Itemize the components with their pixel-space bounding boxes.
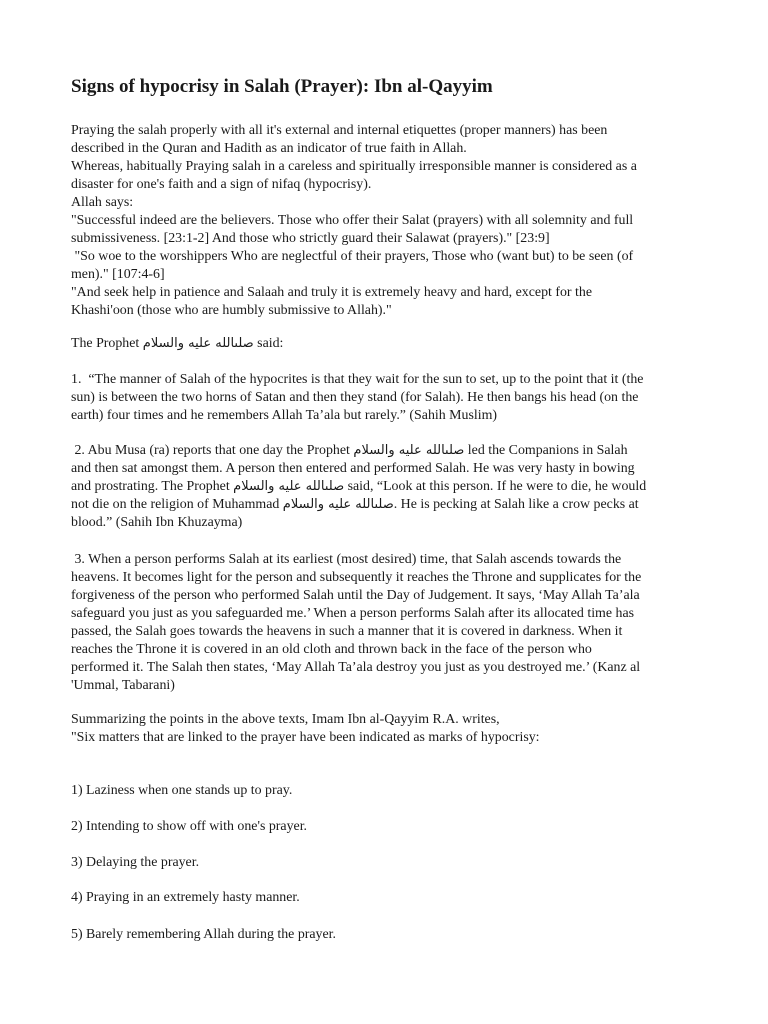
text-line: safeguard you just as you safeguarded me.’ When a person performs Salah after its allocated time has	[71, 606, 635, 621]
intro-paragraph	[71, 122, 701, 320]
document-title: Signs of hypocrisy in Salah (Prayer): Ibn al-Qayyim	[71, 76, 493, 97]
text-line: submissiveness. [23:1-2] And those who strictly guard their Salawat (prayers)." [23:9]	[71, 231, 550, 246]
hypocrisy-mark-4: 4) Praying in an extremely hasty manner.	[71, 890, 300, 905]
hadith-2-line-4-after: . He is pecking at Salah like a crow pecks at	[393, 497, 639, 512]
text-line: and then sat amongst them. A person then entered and performed Salah. He was very hasty in bowing	[71, 461, 635, 476]
text-line: reaches the Throne it is covered in an old cloth and thrown back in the face of the person who	[71, 642, 592, 657]
text-line: disaster for one's faith and a sign of nifaq (hypocrisy).	[71, 177, 372, 192]
text-line: Allah says:	[71, 195, 134, 210]
text-line: described in the Quran and Hadith as an indicator of true faith in Allah.	[71, 141, 467, 156]
hadith-2-line-1-before: 2. Abu Musa (ra) reports that one day the Prophet	[71, 443, 354, 458]
hadith-1	[71, 371, 701, 425]
text-line: 'Ummal, Tabarani)	[71, 678, 175, 693]
text-line: forgiveness of the person who performed Salah until the Day of Judgement. It says, ‘May Allah Ta’ala	[71, 588, 640, 603]
hadith-2	[71, 442, 701, 532]
text-line: "Successful indeed are the believers. Those who offer their Salat (prayers) with all solemnity and full	[71, 213, 634, 228]
text-line: sun) is between the two horns of Satan and then they stand (for Salah). He then bangs his head (on the	[71, 390, 639, 405]
text-line: "Six matters that are linked to the prayer have been indicated as marks of hypocrisy:	[71, 730, 540, 745]
text-line: men)." [107:4-6]	[71, 267, 165, 282]
text-line: 3. When a person performs Salah at its earliest (most desired) time, that Salah ascends towards the	[71, 552, 622, 567]
text-line: "So woe to the worshippers Who are neglectful of their prayers, Those who (want but) to be seen (of	[71, 249, 634, 264]
text-line: performed it. The Salah then states, ‘May Allah Ta’ala destroy you just as you destroyed me.’ (Kanz al	[71, 660, 641, 675]
arabic-salutation: صلىالله عليه والسلام	[353, 443, 465, 458]
hypocrisy-mark-5: 5) Barely remembering Allah during the prayer.	[71, 927, 336, 942]
hadith-2-line-3-after: said, “Look at this person. If he were to die, he would	[344, 479, 647, 494]
hadith-3	[71, 551, 701, 695]
arabic-salutation: صلىالله عليه والسلام	[282, 497, 394, 512]
hypocrisy-mark-1: 1) Laziness when one stands up to pray.	[71, 783, 293, 798]
hypocrisy-mark-2: 2) Intending to show off with one's prayer.	[71, 819, 308, 834]
arabic-salutation: صلىالله عليه والسلام	[142, 336, 254, 351]
hadith-2-line-1-after: led the Companions in Salah	[464, 443, 628, 458]
prophet-said-before: The Prophet	[71, 336, 143, 351]
hadith-2-line-4-before: not die on the religion of Muhammad	[71, 497, 283, 512]
text-line: earth) four times and he remembers Allah Ta’ala but rarely.” (Sahih Muslim)	[71, 408, 498, 423]
text-line: Khashi'oon (those who are humbly submissive to Allah)."	[71, 303, 392, 318]
text-line: blood.” (Sahih Ibn Khuzayma)	[71, 515, 243, 530]
hadith-2-line-3-before: and prostrating. The Prophet	[71, 479, 234, 494]
text-line: Summarizing the points in the above texts, Imam Ibn al-Qayyim R.A. writes,	[71, 712, 500, 727]
text-line: Praying the salah properly with all it's external and internal etiquettes (proper manners) has been	[71, 123, 608, 138]
arabic-salutation: صلىالله عليه والسلام	[233, 479, 345, 494]
text-line: 1. “The manner of Salah of the hypocrites is that they wait for the sun to set, up to the point that it (the	[71, 372, 644, 387]
prophet-said-after: said:	[253, 336, 284, 351]
text-line: passed, the Salah goes towards the heavens in such a manner that it is covered in darkness. When it	[71, 624, 623, 639]
text-line: Whereas, habitually Praying salah in a careless and spiritually irresponsible manner is considered as a	[71, 159, 637, 174]
hypocrisy-mark-3: 3) Delaying the prayer.	[71, 855, 200, 870]
summary-paragraph	[71, 711, 701, 747]
text-line: "And seek help in patience and Salaah and truly it is extremely heavy and hard, except for the	[71, 285, 592, 300]
prophet-said-line	[71, 335, 701, 353]
text-line: heavens. It becomes light for the person and subsequently it reaches the Throne and supplicates for the	[71, 570, 642, 585]
